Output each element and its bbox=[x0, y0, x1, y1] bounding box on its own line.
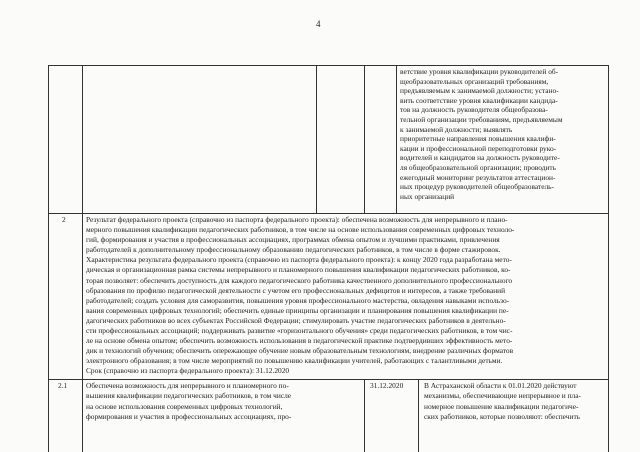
text-line: дическая и организационная рамка системы непрерывного и планомерного повышения квалификации педагогических работников, ко- bbox=[86, 265, 511, 275]
text-line: на основе использования современных цифровых технологий, bbox=[86, 401, 283, 411]
text-line: торая позволяет: обеспечить доступность для каждого педагогического работника качественного дополнительного профессионального bbox=[86, 275, 513, 285]
row-2-1-description bbox=[86, 381, 291, 423]
column-divider bbox=[316, 65, 317, 213]
row-2-1-number: 2.1 bbox=[58, 381, 68, 390]
text-line: механизмы, обеспечивающие непрерывное и пла- bbox=[424, 391, 581, 401]
text-line: Срок (справочно из паспорта федерального проекта): 31.12.2020 bbox=[86, 366, 290, 376]
text-line: номерное повышение квалификации педагогиче- bbox=[424, 401, 579, 411]
table-border-left bbox=[48, 65, 49, 452]
text-line: ветствие уровня квалификации руководителей об- bbox=[400, 67, 559, 76]
row-divider bbox=[48, 213, 608, 214]
text-line: щеобразовательных организаций требованиям, bbox=[400, 76, 549, 86]
text-line: формирования и участия в профессиональных ассоциациях, про- bbox=[86, 412, 292, 422]
text-line: работодателей к дополнительному профессиональному образованию педагогических работников, в том числе в форме стажировок. bbox=[86, 245, 501, 255]
column-divider bbox=[396, 65, 397, 213]
row-2-1-date: 31.12.2020 bbox=[370, 381, 404, 390]
column-divider bbox=[82, 65, 83, 213]
text-line: тельной организации требованиям, предъявляемым bbox=[400, 114, 563, 124]
row-2-number: 2 bbox=[62, 215, 66, 224]
text-line: кации и профессиональной переподготовки руко- bbox=[400, 143, 557, 153]
column-divider bbox=[82, 379, 83, 452]
text-line: тов на должность руководителя общеобразова- bbox=[400, 105, 548, 115]
text-line: вышения квалификации педагогических работников, в том числе bbox=[86, 391, 292, 401]
top-right-cell-text bbox=[400, 67, 563, 201]
text-line: сти профессиональных ассоциаций; поддерживать развитие «горизонтального обучения» среди педагогических работников, в том чис- bbox=[86, 326, 513, 336]
text-line: электронного образования; в том числе мероприятий по повышению квалификации учителей, работающих с талантливыми детьми. bbox=[86, 356, 503, 366]
text-line: ных процедур руководителей общеобразователь- bbox=[400, 182, 555, 192]
row-2-1-result bbox=[424, 381, 581, 423]
text-line: Обеспечена возможность для непрерывного и планомерного по- bbox=[86, 381, 289, 390]
column-divider bbox=[364, 65, 365, 213]
text-line: приоритетные направления повышения квалифи- bbox=[400, 134, 556, 144]
table-border-top bbox=[48, 65, 608, 66]
text-line: ских работников, которые позволяют: обеспечить bbox=[424, 412, 581, 422]
text-line: дик и технологий обучения; обеспечить опережающее обучение новым образовательным технологиям, внедрение различных форматов bbox=[86, 346, 514, 356]
text-line: предъявляемым к занимаемой должности; устано- bbox=[400, 86, 559, 96]
text-line: Результат федерального проекта (справочно из паспорта федерального проекта): обеспечена возможность для непрерывного и плано- bbox=[86, 215, 508, 224]
text-line: образования по профилю педагогической деятельности с учетом его профессиональных дефицитов и интересов, а также требований bbox=[86, 285, 506, 295]
row-2-text bbox=[86, 215, 514, 377]
row-divider bbox=[48, 379, 608, 380]
text-line: В Астраханской области к 01.01.2020 действуют bbox=[424, 381, 577, 390]
text-line: гий, формирования и участия в профессиональных ассоциациях, программах обмена опытом и лучшими практиками, привлечения bbox=[86, 235, 500, 245]
text-line: к занимаемой должности; выявлять bbox=[400, 124, 513, 134]
page-number: 4 bbox=[316, 19, 321, 29]
text-line: дагогических работников во всех субъектах Российской Федерации; стимулировать участие педагогических работников в деятельно- bbox=[86, 315, 506, 325]
table-border-right bbox=[608, 65, 609, 452]
text-line: вания современных цифровых технологий; обеспечить единые принципы организации и планирования повышения квалификации пе- bbox=[86, 305, 509, 315]
text-line: ля общеобразовательной организации; проводить bbox=[400, 162, 557, 172]
text-line: мерного повышения квалификации педагогических работников, в том числе на основе использования современных цифровых техноло- bbox=[86, 225, 515, 235]
column-divider bbox=[82, 213, 83, 379]
text-line: ных организаций bbox=[400, 191, 455, 201]
text-line: ежегодный мониторинг результатов аттестацион- bbox=[400, 172, 556, 182]
column-divider bbox=[364, 379, 365, 452]
column-divider bbox=[418, 379, 419, 452]
text-line: работодателей; создать условия для саморазвития, повышения уровня профессионального мастерства, овладения навыками использо- bbox=[86, 295, 510, 305]
text-line: вить соответствие уровня квалификации кандида- bbox=[400, 95, 558, 105]
text-line: Характеристика результата федерального проекта (справочно из паспорта федерального проекта): к концу 2020 года разработана мето- bbox=[86, 255, 512, 265]
text-line: водителей и кандидатов на должность руководите- bbox=[400, 153, 560, 163]
text-line: ле на основе обмена опытом; обеспечить возможность использования в педагогической практике подтвердивших эффективность мето- bbox=[86, 336, 513, 346]
